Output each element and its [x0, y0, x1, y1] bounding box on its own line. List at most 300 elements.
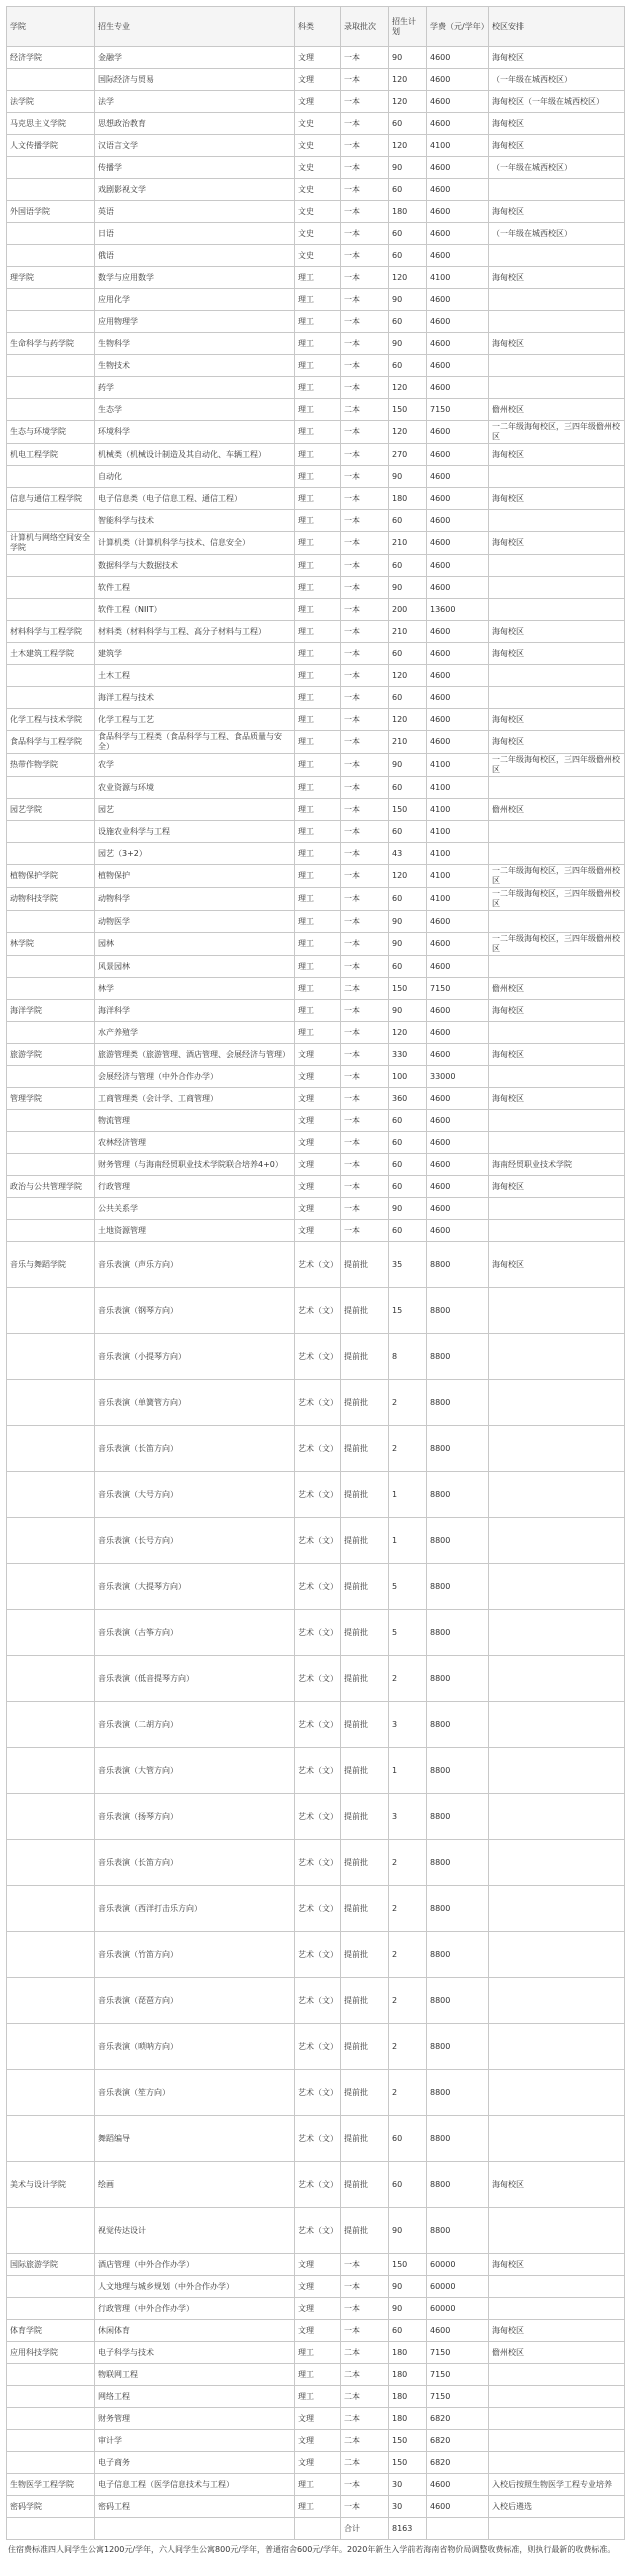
- cell-category: 理工: [295, 355, 341, 377]
- cell-campus: 海甸校区: [489, 1088, 625, 1110]
- cell-college: [7, 555, 95, 577]
- cell-fee: 7150: [427, 2364, 489, 2386]
- cell-fee: 4600: [427, 91, 489, 113]
- table-row: [7, 1472, 625, 1518]
- cell-plan: 60: [389, 1220, 427, 1242]
- cell-plan: 90: [389, 2208, 427, 2254]
- cell-category: 文理: [295, 1132, 341, 1154]
- cell-campus: 海甸校区: [489, 267, 625, 289]
- cell-college: 体育学院: [7, 2320, 95, 2342]
- cell-college: 园艺学院: [7, 799, 95, 821]
- cell-plan: 3: [389, 1794, 427, 1840]
- cell-major: 材料类（材料科学与工程、高分子材料与工程）: [95, 621, 295, 643]
- cell-batch: 一本: [341, 289, 389, 311]
- cell-major: 酒店管理（中外合作办学）: [95, 2254, 295, 2276]
- cell-major: 软件工程: [95, 577, 295, 599]
- cell-college: 机电工程学院: [7, 444, 95, 466]
- table-body: [7, 47, 625, 2540]
- cell-college: 应用科技学院: [7, 2342, 95, 2364]
- table-row: [7, 777, 625, 799]
- cell-campus: [489, 1022, 625, 1044]
- table-row: [7, 1702, 625, 1748]
- table-row: [7, 355, 625, 377]
- cell-plan: 120: [389, 421, 427, 444]
- cell-fee: 7150: [427, 2386, 489, 2408]
- cell-college: 国际旅游学院: [7, 2254, 95, 2276]
- cell-fee: 4600: [427, 377, 489, 399]
- cell-plan: 5: [389, 1564, 427, 1610]
- table-row: [7, 933, 625, 956]
- cell-major: 物流管理: [95, 1110, 295, 1132]
- cell-college: [7, 687, 95, 709]
- cell-category: 理工: [295, 1000, 341, 1022]
- cell-plan: 90: [389, 2298, 427, 2320]
- header-fee: 学费（元/学年）: [427, 7, 489, 47]
- cell-batch: 提前批: [341, 1840, 389, 1886]
- cell-college: [7, 1380, 95, 1426]
- table-row: [7, 1840, 625, 1886]
- cell-college: [7, 2024, 95, 2070]
- table-row: [7, 1426, 625, 1472]
- cell-category: 艺术（文）: [295, 1380, 341, 1426]
- cell-campus: [489, 1610, 625, 1656]
- cell-campus: 海甸校区: [489, 2320, 625, 2342]
- cell-major: 生态学: [95, 399, 295, 421]
- table-row: [7, 2386, 625, 2408]
- table-row: [7, 1066, 625, 1088]
- cell-major: 工商管理类（会计学、工商管理）: [95, 1088, 295, 1110]
- cell-fee: 4600: [427, 1198, 489, 1220]
- table-row: [7, 643, 625, 665]
- cell-major: 休闲体育: [95, 2320, 295, 2342]
- cell-college: 政治与公共管理学院: [7, 1176, 95, 1198]
- cell-category: 艺术（文）: [295, 2208, 341, 2254]
- cell-campus: 海甸校区: [489, 488, 625, 510]
- cell-plan: 120: [389, 865, 427, 888]
- cell-campus: [489, 1518, 625, 1564]
- cell-college: 人文传播学院: [7, 135, 95, 157]
- table-row: [7, 1198, 625, 1220]
- cell-batch: 一本: [341, 709, 389, 731]
- cell-category: 文理: [295, 1220, 341, 1242]
- cell-campus: [489, 179, 625, 201]
- cell-college: [7, 179, 95, 201]
- cell-college: 密码学院: [7, 2496, 95, 2518]
- cell-batch: 一本: [341, 731, 389, 754]
- cell-fee: 4100: [427, 865, 489, 888]
- cell-major: 生物技术: [95, 355, 295, 377]
- cell-college: 理学院: [7, 267, 95, 289]
- cell-batch: 一本: [341, 643, 389, 665]
- cell-major: 金融学: [95, 47, 295, 69]
- cell-major: 数据科学与大数据技术: [95, 555, 295, 577]
- cell-college: [7, 1564, 95, 1610]
- cell-batch: 一本: [341, 777, 389, 799]
- cell-campus: 海甸校区: [489, 201, 625, 223]
- cell-plan: 90: [389, 911, 427, 933]
- cell-major: 行政管理（中外合作办学）: [95, 2298, 295, 2320]
- table-row: [7, 1110, 625, 1132]
- cell-fee: 6820: [427, 2408, 489, 2430]
- table-header-row: [7, 7, 625, 47]
- cell-campus: [489, 777, 625, 799]
- cell-major: 农业资源与环境: [95, 777, 295, 799]
- table-row: [7, 47, 625, 69]
- cell-plan: 60: [389, 1154, 427, 1176]
- cell-category: 理工: [295, 709, 341, 731]
- cell-category: 文理: [295, 1176, 341, 1198]
- cell-major: 机械类（机械设计制造及其自动化、车辆工程）: [95, 444, 295, 466]
- cell-plan: 200: [389, 599, 427, 621]
- cell-category: 艺术（文）: [295, 1794, 341, 1840]
- cell-batch: 一本: [341, 1220, 389, 1242]
- cell-campus: 海甸校区: [489, 47, 625, 69]
- cell-major: 旅游管理类（旅游管理、酒店管理、会展经济与管理）: [95, 1044, 295, 1066]
- cell-plan: 90: [389, 933, 427, 956]
- cell-category: 文理: [295, 91, 341, 113]
- cell-category: 艺术（文）: [295, 1702, 341, 1748]
- table-row: [7, 157, 625, 179]
- cell-fee: 6820: [427, 2452, 489, 2474]
- cell-plan: 60: [389, 956, 427, 978]
- table-row: [7, 1932, 625, 1978]
- cell-category: 理工: [295, 510, 341, 532]
- cell-campus: [489, 687, 625, 709]
- cell-plan: 180: [389, 488, 427, 510]
- cell-fee: 4100: [427, 843, 489, 865]
- cell-category: 文理: [295, 1044, 341, 1066]
- cell-plan: 60: [389, 223, 427, 245]
- cell-fee: 4600: [427, 643, 489, 665]
- cell-plan: 330: [389, 1044, 427, 1066]
- cell-major: 绘画: [95, 2162, 295, 2208]
- cell-major: 音乐表演（唢呐方向）: [95, 2024, 295, 2070]
- cell-college: 马克思主义学院: [7, 113, 95, 135]
- cell-category: 理工: [295, 555, 341, 577]
- cell-batch: 一本: [341, 488, 389, 510]
- cell-campus: 海甸校区: [489, 2162, 625, 2208]
- header-batch: 录取批次: [341, 7, 389, 47]
- cell-campus: 海甸校区: [489, 731, 625, 754]
- cell-campus: [489, 1110, 625, 1132]
- cell-major: 汉语言文学: [95, 135, 295, 157]
- table-row: [7, 555, 625, 577]
- cell-major: 舞蹈编导: [95, 2116, 295, 2162]
- cell-category: 理工: [295, 289, 341, 311]
- table-row: [7, 377, 625, 399]
- cell-batch: 一本: [341, 1044, 389, 1066]
- cell-college: [7, 665, 95, 687]
- cell-campus: [489, 2430, 625, 2452]
- cell-plan: 3: [389, 1702, 427, 1748]
- cell-category: 理工: [295, 777, 341, 799]
- cell-fee: 4100: [427, 754, 489, 777]
- cell-major: 水产养殖学: [95, 1022, 295, 1044]
- cell-major: 视觉传达设计: [95, 2208, 295, 2254]
- cell-college: 经济学院: [7, 47, 95, 69]
- table-row: [7, 1794, 625, 1840]
- cell-campus: 海甸校区: [489, 1044, 625, 1066]
- cell-major: 财务管理（与海南经贸职业技术学院联合培养4+0）: [95, 1154, 295, 1176]
- cell-fee: 7150: [427, 978, 489, 1000]
- cell-plan: 180: [389, 2408, 427, 2430]
- cell-major: 物联网工程: [95, 2364, 295, 2386]
- cell-fee: 4600: [427, 2320, 489, 2342]
- cell-plan: 180: [389, 2342, 427, 2364]
- cell-major: 生物科学: [95, 333, 295, 355]
- cell-plan: 43: [389, 843, 427, 865]
- cell-category: 文理: [295, 2452, 341, 2474]
- cell-major: 海洋工程与技术: [95, 687, 295, 709]
- cell-batch: 提前批: [341, 1564, 389, 1610]
- cell-major: 音乐表演（长笛方向）: [95, 1426, 295, 1472]
- cell-plan: 120: [389, 69, 427, 91]
- cell-major: 会展经济与管理（中外合作办学）: [95, 1066, 295, 1088]
- cell-campus: [489, 466, 625, 488]
- cell-category: 理工: [295, 643, 341, 665]
- cell-category: 文理: [295, 2254, 341, 2276]
- cell-fee: 7150: [427, 399, 489, 421]
- cell-campus: [489, 245, 625, 267]
- cell-category: 艺术（文）: [295, 2070, 341, 2116]
- cell-plan: 150: [389, 2452, 427, 2474]
- cell-plan: 60: [389, 113, 427, 135]
- cell-fee: 4600: [427, 1220, 489, 1242]
- cell-major: 传播学: [95, 157, 295, 179]
- cell-college: [7, 1702, 95, 1748]
- cell-fee: 33000: [427, 1066, 489, 1088]
- cell-major: 应用化学: [95, 289, 295, 311]
- cell-batch: 一本: [341, 843, 389, 865]
- cell-category: 文理: [295, 47, 341, 69]
- cell-plan: 60: [389, 245, 427, 267]
- cell-college: 食品科学与工程学院: [7, 731, 95, 754]
- cell-fee: 4600: [427, 47, 489, 69]
- cell-batch: 提前批: [341, 1472, 389, 1518]
- cell-fee: 4600: [427, 223, 489, 245]
- cell-major: 园艺（3+2）: [95, 843, 295, 865]
- cell-category: 文理: [295, 1088, 341, 1110]
- table-row: [7, 687, 625, 709]
- cell-fee: 4600: [427, 731, 489, 754]
- admissions-plan-table: [6, 6, 625, 2540]
- table-row: [7, 911, 625, 933]
- table-row: [7, 444, 625, 466]
- cell-major: 电子信息类（电子信息工程、通信工程）: [95, 488, 295, 510]
- cell-batch: 一本: [341, 754, 389, 777]
- cell-college: [7, 289, 95, 311]
- cell-plan: 120: [389, 1022, 427, 1044]
- cell-major: 财务管理: [95, 2408, 295, 2430]
- cell-category: 理工: [295, 2474, 341, 2496]
- table-row: [7, 2024, 625, 2070]
- cell-category: 理工: [295, 421, 341, 444]
- cell-plan: 210: [389, 731, 427, 754]
- cell-plan: 90: [389, 47, 427, 69]
- cell-campus: 入校后按照生物医学工程专业培养: [489, 2474, 625, 2496]
- cell-fee: 4100: [427, 135, 489, 157]
- cell-campus: [489, 2024, 625, 2070]
- cell-college: 音乐与舞蹈学院: [7, 1242, 95, 1288]
- cell-category: 理工: [295, 311, 341, 333]
- cell-plan: 60: [389, 179, 427, 201]
- cell-batch: 一本: [341, 821, 389, 843]
- cell-fee: 4600: [427, 1088, 489, 1110]
- cell-batch: 一本: [341, 2254, 389, 2276]
- table-row: [7, 466, 625, 488]
- cell-fee: 8800: [427, 2116, 489, 2162]
- cell-campus: 海甸校区: [489, 532, 625, 555]
- table-row: [7, 91, 625, 113]
- cell-major: 英语: [95, 201, 295, 223]
- cell-campus: [489, 1702, 625, 1748]
- cell-fee: 7150: [427, 2342, 489, 2364]
- cell-plan: 60: [389, 687, 427, 709]
- cell-plan: 60: [389, 2116, 427, 2162]
- cell-batch: 一本: [341, 333, 389, 355]
- table-row: [7, 754, 625, 777]
- table-row: [7, 821, 625, 843]
- cell-campus: [489, 1334, 625, 1380]
- cell-category: 理工: [295, 466, 341, 488]
- cell-batch: 一本: [341, 1066, 389, 1088]
- cell-category: 理工: [295, 267, 341, 289]
- table-row: [7, 2116, 625, 2162]
- cell-batch: 提前批: [341, 1794, 389, 1840]
- table-row: [7, 1334, 625, 1380]
- cell-fee: 8800: [427, 2024, 489, 2070]
- cell-category: 文理: [295, 2430, 341, 2452]
- cell-campus: [489, 1656, 625, 1702]
- cell-category: 理工: [295, 488, 341, 510]
- cell-major: 音乐表演（小提琴方向）: [95, 1334, 295, 1380]
- cell-college: [7, 2070, 95, 2116]
- cell-batch: 一本: [341, 1176, 389, 1198]
- cell-campus: [489, 1932, 625, 1978]
- cell-major: 密码工程: [95, 2496, 295, 2518]
- cell-campus: [489, 911, 625, 933]
- cell-campus: [489, 2208, 625, 2254]
- cell-major: 食品科学与工程类（食品科学与工程、食品质量与安全）: [95, 731, 295, 754]
- cell-category: 理工: [295, 2364, 341, 2386]
- cell-plan: 2: [389, 1932, 427, 1978]
- cell-fee: 4100: [427, 888, 489, 911]
- cell-category: 理工: [295, 2386, 341, 2408]
- table-row: [7, 179, 625, 201]
- cell-batch: 一本: [341, 532, 389, 555]
- cell-campus: 一二年级海甸校区，三四年级儋州校区: [489, 888, 625, 911]
- table-row: [7, 69, 625, 91]
- cell-college: [7, 355, 95, 377]
- cell-college: [7, 1110, 95, 1132]
- cell-campus: [489, 289, 625, 311]
- cell-category: 理工: [295, 577, 341, 599]
- cell-fee: 8800: [427, 1288, 489, 1334]
- cell-college: 计算机与网络空间安全学院: [7, 532, 95, 555]
- cell-fee: 4600: [427, 933, 489, 956]
- cell-plan: 90: [389, 1000, 427, 1022]
- cell-campus: 儋州校区: [489, 2342, 625, 2364]
- cell-major: 网络工程: [95, 2386, 295, 2408]
- cell-category: 理工: [295, 821, 341, 843]
- cell-fee: 8800: [427, 1610, 489, 1656]
- cell-plan: 2: [389, 1886, 427, 1932]
- cell-major: 电子商务: [95, 2452, 295, 2474]
- cell-plan: 2: [389, 1426, 427, 1472]
- cell-plan: 120: [389, 709, 427, 731]
- table-row: [7, 1656, 625, 1702]
- cell-category: 艺术（文）: [295, 1886, 341, 1932]
- cell-plan: 60: [389, 2320, 427, 2342]
- table-row: [7, 1154, 625, 1176]
- cell-college: [7, 978, 95, 1000]
- cell-plan: 2: [389, 1380, 427, 1426]
- cell-campus: [489, 555, 625, 577]
- cell-fee: 8800: [427, 1978, 489, 2024]
- table-row: [7, 532, 625, 555]
- cell-fee: 4100: [427, 777, 489, 799]
- table-row: [7, 1748, 625, 1794]
- cell-major: 环境科学: [95, 421, 295, 444]
- cell-fee: 8800: [427, 1840, 489, 1886]
- cell-fee: 4600: [427, 687, 489, 709]
- cell-major: 音乐表演（声乐方向）: [95, 1242, 295, 1288]
- cell-category: 艺术（文）: [295, 1610, 341, 1656]
- cell-plan: 60: [389, 510, 427, 532]
- cell-major: 土地资源管理: [95, 1220, 295, 1242]
- cell-plan: 100: [389, 1066, 427, 1088]
- cell-fee: 4600: [427, 289, 489, 311]
- cell-batch: 一本: [341, 2276, 389, 2298]
- cell-batch: 提前批: [341, 2162, 389, 2208]
- cell-college: 信息与通信工程学院: [7, 488, 95, 510]
- table-row: [7, 333, 625, 355]
- cell-fee: 4600: [427, 1154, 489, 1176]
- cell-batch: 一本: [341, 599, 389, 621]
- cell-major: 音乐表演（笙方向）: [95, 2070, 295, 2116]
- table-row: [7, 709, 625, 731]
- cell-plan: 5: [389, 1610, 427, 1656]
- cell-major: 音乐表演（低音提琴方向）: [95, 1656, 295, 1702]
- cell-college: [7, 777, 95, 799]
- cell-category: 理工: [295, 665, 341, 687]
- cell-college: 生物医学工程学院: [7, 2474, 95, 2496]
- cell-plan: 2: [389, 1978, 427, 2024]
- cell-batch: 提前批: [341, 1426, 389, 1472]
- cell-fee: 4600: [427, 1176, 489, 1198]
- cell-batch: 二本: [341, 2452, 389, 2474]
- cell-batch: 一本: [341, 2474, 389, 2496]
- cell-category: 文理: [295, 2298, 341, 2320]
- cell-campus: [489, 2364, 625, 2386]
- cell-fee: 4600: [427, 69, 489, 91]
- cell-college: [7, 1132, 95, 1154]
- cell-batch: 一本: [341, 47, 389, 69]
- cell-campus: [489, 2298, 625, 2320]
- cell-plan: 270: [389, 444, 427, 466]
- cell-college: [7, 2364, 95, 2386]
- cell-fee: 4600: [427, 510, 489, 532]
- cell-college: [7, 1748, 95, 1794]
- cell-batch: 一本: [341, 1110, 389, 1132]
- cell-campus: [489, 1288, 625, 1334]
- cell-batch: 一本: [341, 1088, 389, 1110]
- cell-campus: 儋州校区: [489, 978, 625, 1000]
- cell-batch: 一本: [341, 933, 389, 956]
- table-row: [7, 2342, 625, 2364]
- cell-plan: 120: [389, 665, 427, 687]
- cell-college: [7, 956, 95, 978]
